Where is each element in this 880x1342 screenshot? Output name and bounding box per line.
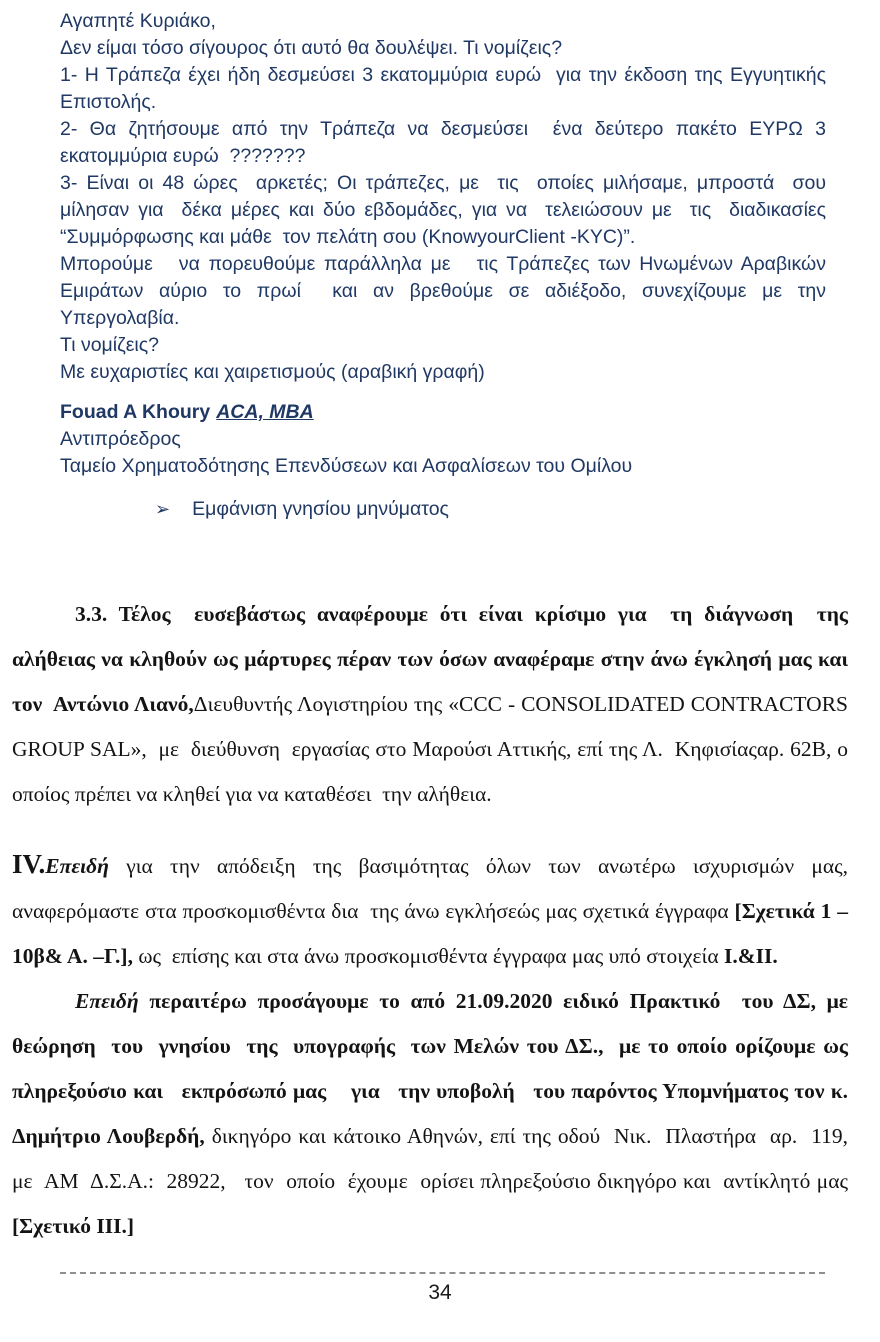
footer-divider (60, 1272, 825, 1274)
email-paragraph: 3- Είναι οι 48 ώρες αρκετές; Οι τράπεζες, με τις οποίες μιλήσαμε, μπροστά σου μίλησαν για δέκα μέρες και δύο εβδομάδες, για να τελειώσουν με τις διαδικασίες “Συμμόρφωσης και μάθε τον πελάτη σου (KnowyourClient -KYC)”. (60, 172, 832, 248)
text-segment: ως επίσης και στα άνω προσκομισθέντα έγγραφα μας υπό στοιχεία (132, 944, 724, 968)
para-iv (12, 842, 854, 979)
signature-name-line (60, 399, 826, 426)
arrow-bullet-icon: ➢ (155, 499, 171, 519)
email-paragraph: 1- Η Τράπεζα έχει ήδη δεσμεύσει 3 εκατομμύρια ευρώ για την έκδοση της Εγγυητικής Επιστολής. (60, 64, 832, 113)
signature-title: Αντιπρόεδρος (60, 428, 181, 450)
signature-name: Fouad A Khoury (60, 401, 211, 423)
email-paragraph: Με ευχαριστίες και χαιρετισμούς (αραβική γραφή) (60, 361, 485, 383)
show-original-message-label: Εμφάνιση γνησίου μηνύματος (192, 498, 449, 520)
text-segment: IV. (12, 849, 46, 879)
page-footer (0, 1272, 880, 1305)
email-signature (60, 399, 826, 480)
page-number: 34 (428, 1281, 452, 1304)
text-segment: Διευθυντής Λογιστηρίου της «CCC - CONSOLIDATED CONTRACTORS GROUP SAL», με διεύθυνση εργασίας στο Μαρούσι Αττικής, επί της Λ. Κηφισίαςαρ. 62Β, ο οποίος πρέπει να κληθεί για να καταθέσει την αλήθεια. (12, 692, 854, 806)
para-3-3 (12, 592, 854, 817)
text-segment: Επειδή (75, 989, 139, 1013)
email-paragraph: 2- Θα ζητήσουμε από την Τράπεζα να δεσμεύσει ένα δεύτερο πακέτο ΕΥΡΩ 3 εκατομμύρια ευρώ ??????? (60, 118, 832, 167)
show-original-message-line (155, 496, 826, 523)
text-segment: 3.3. (75, 602, 108, 626)
email-paragraph: Δεν είμαι τόσο σίγουρος ότι αυτό θα δουλέψει. Τι νομίζεις? (60, 37, 563, 59)
text-segment: I.&II. (723, 944, 778, 968)
text-segment: Επειδή (45, 854, 109, 878)
text-segment: [Σχετικό III.] (12, 1214, 134, 1238)
email-body (60, 8, 832, 386)
signature-department: Ταμείο Χρηματοδότησης Επενδύσεων και Ασφαλίσεων του Ομίλου (60, 455, 633, 477)
para-epeidi (12, 979, 865, 1249)
email-paragraph: Τι νομίζεις? (60, 334, 159, 356)
text-segment: για την απόδειξη της βασιμότητας όλων των ανωτέρω ισχυρισμών μας, αναφερόμαστε στα προσκομισθέντα δια της άνω εγκλήσεώς μας σχετικά έγγραφα (12, 854, 854, 923)
text-segment: [Σχετικά 1 –10β& Α. –Γ.], (12, 899, 849, 968)
legal-body (12, 592, 865, 1249)
text-segment: δικηγόρο και κάτοικο Αθηνών, επί της οδού Νικ. Πλαστήρα αρ. 119, με ΑΜ Δ.Σ.Α.: 28922, τον οποίο έχουμε ορίσει πληρεξούσιο δικηγόρο και αντίκλητό μας (12, 1124, 859, 1193)
quoted-email-block (60, 8, 832, 523)
email-paragraph: Αγαπητέ Κυριάκο, (60, 10, 216, 32)
text-segment: Τέλος ευσεβάστως αναφέρουμε ότι είναι κρίσιμο για τη διάγνωση της αλήθειας να κληθούν ως μάρτυρες πέραν των όσων αναφέραμε στην άνω έγκλησή μας και τον Αντώνιο Λιανό, (12, 602, 854, 716)
email-paragraph: Μπορούμε να πορευθούμε παράλληλα με τις Τράπεζες των Ηνωμένων Αραβικών Εμιράτων αύριο το πρωί και αν βρεθούμε σε αδιέξοδο, συνεχίζουμε με την Υπεργολαβία. (60, 253, 832, 329)
text-segment: περαιτέρω προσάγουμε το από 21.09.2020 ειδικό Πρακτικό του ΔΣ, με θεώρηση του γνησίου της υπογραφής των Μελών του ΔΣ., με το οποίο ορίζουμε ως πληρεξούσιο και εκπρόσωπό μας για την υποβολή του παρόντος Υπομνήματος τον κ. Δημήτριο Λουβερδή, (12, 989, 865, 1148)
signature-credentials: ACA, MBA (216, 401, 314, 423)
